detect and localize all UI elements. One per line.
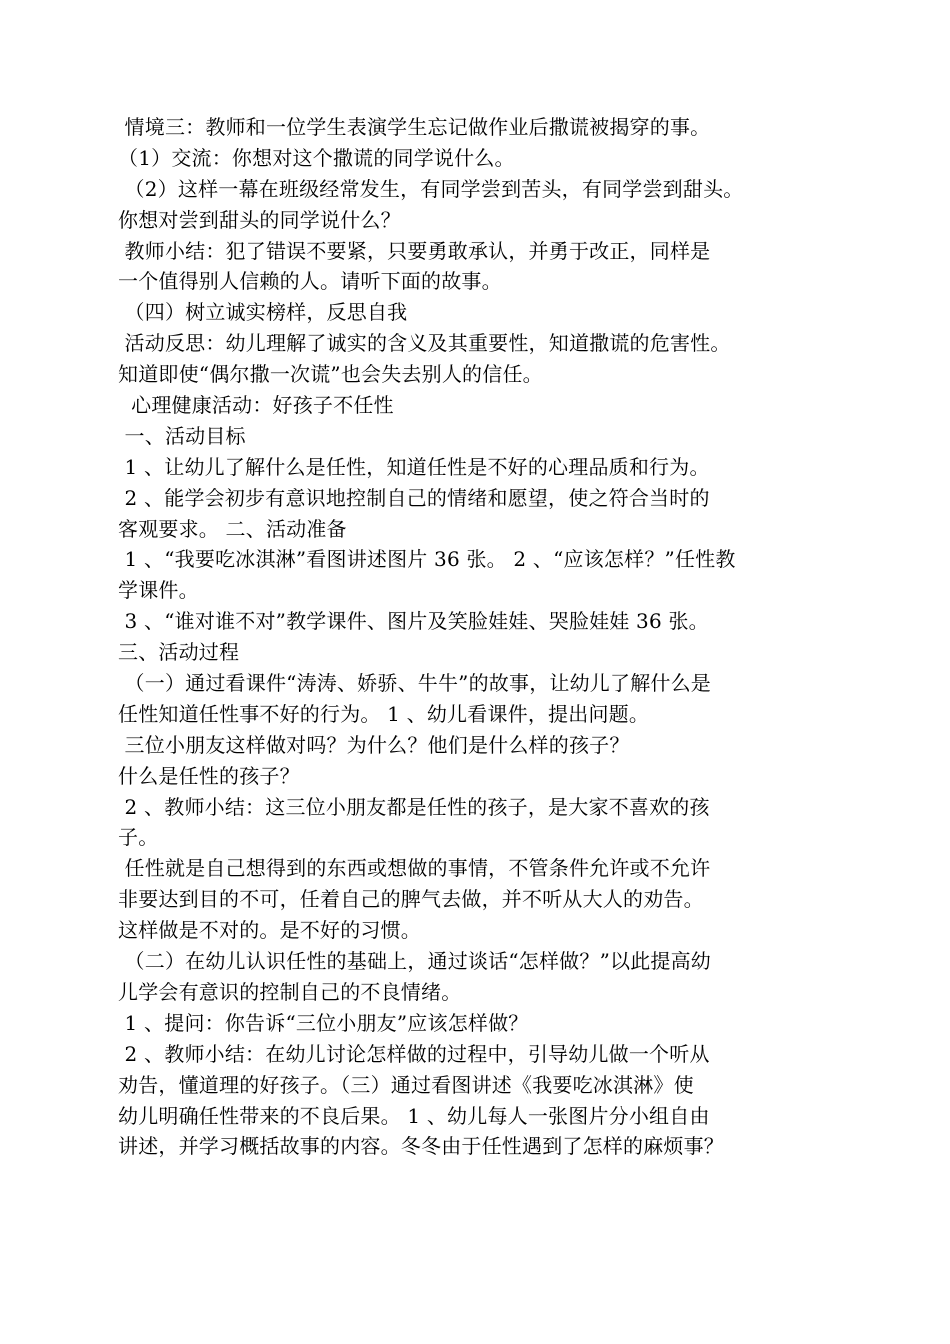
text-line: 1 、提问：你告诉“三位小朋友”应该怎样做？ (118, 1010, 529, 1035)
text-line: 3 、“谁对谁不对”教学课件、图片及笑脸娃娃、哭脸娃娃 36 张。 (118, 609, 709, 634)
text-line: 知道即使“偶尔撒一次谎”也会失去别人的信任。 (118, 362, 543, 387)
text-line: 儿学会有意识的控制自己的不良情绪。 (118, 979, 462, 1004)
text-line: 1 、让幼儿了解什么是任性，知道任性是不好的心理品质和行为。 (118, 454, 710, 479)
text-line: 2 、能学会初步有意识地控制自己的情绪和愿望，使之符合当时的 (118, 485, 710, 510)
text-line: 教师小结：犯了错误不要紧，只要勇敢承认，并勇于改正，同样是 (118, 238, 711, 263)
text-line: 你想对尝到甜头的同学说什么？ (118, 207, 401, 232)
text-line: 任性就是自己想得到的东西或想做的事情，不管条件允许或不允许 (118, 856, 711, 881)
text-line: 任性知道任性事不好的行为。 1 、幼儿看课件，提出问题。 (118, 701, 650, 726)
text-line: 情境三：教师和一位学生表演学生忘记做作业后撒谎被揭穿的事。 (118, 115, 711, 139)
text-line: 劝告，懂道理的好孩子。（三）通过看图讲述《我要吃冰淇淋》使 (118, 1072, 694, 1097)
text-line: 2 、教师小结：这三位小朋友都是任性的孩子，是大家不喜欢的孩 (118, 794, 710, 819)
text-line: 客观要求。 二、活动准备 (118, 516, 347, 541)
activity-title: 心理健康活动：好孩子不任性 (118, 393, 394, 418)
text-line: 1 、“我要吃冰淇淋”看图讲述图片 36 张。 2 、“应该怎样？”任性教 (118, 547, 736, 572)
section-heading: （四）树立诚实榜样，反思自我 (118, 300, 408, 325)
text-line: （二）在幼儿认识任性的基础上，通过谈话“怎样做？”以此提高幼 (118, 949, 712, 974)
text-line: 子。 (118, 825, 159, 850)
text-line: 学课件。 (118, 578, 199, 603)
text-line: 这样做是不对的。是不好的习惯。 (118, 918, 421, 943)
text-line: 非要达到目的不可，任着自己的脾气去做，并不听从大人的劝告。 (118, 887, 704, 912)
text-line: 一个值得别人信赖的人。请听下面的故事。 (118, 269, 502, 294)
text-line: 讲述，并学习概括故事的内容。冬冬由于任性遇到了怎样的麻烦事？ (118, 1134, 724, 1159)
text-line: 幼儿明确任性带来的不良后果。 1 、幼儿每人一张图片分小组自由 (118, 1103, 710, 1128)
text-line: 什么是任性的孩子？ (118, 763, 300, 788)
document-body (118, 112, 898, 1162)
text-line: 三位小朋友这样做对吗？为什么？他们是什么样的孩子？ (118, 732, 630, 757)
text-line: （1）交流：你想对这个撒谎的同学说什么。 (118, 145, 515, 170)
text-line: （一）通过看课件“涛涛、娇骄、牛牛”的故事，让幼儿了解什么是 (118, 671, 712, 696)
section-heading: 三、活动过程 (118, 640, 240, 665)
text-line: 活动反思：幼儿理解了诚实的含义及其重要性，知道撒谎的危害性。 (118, 331, 731, 356)
text-line: 2 、教师小结：在幼儿讨论怎样做的过程中，引导幼儿做一个听从 (118, 1041, 710, 1066)
text-line: （2）这样一幕在班级经常发生，有同学尝到苦头，有同学尝到甜头。 (118, 176, 744, 201)
section-heading: 一、活动目标 (118, 423, 246, 448)
